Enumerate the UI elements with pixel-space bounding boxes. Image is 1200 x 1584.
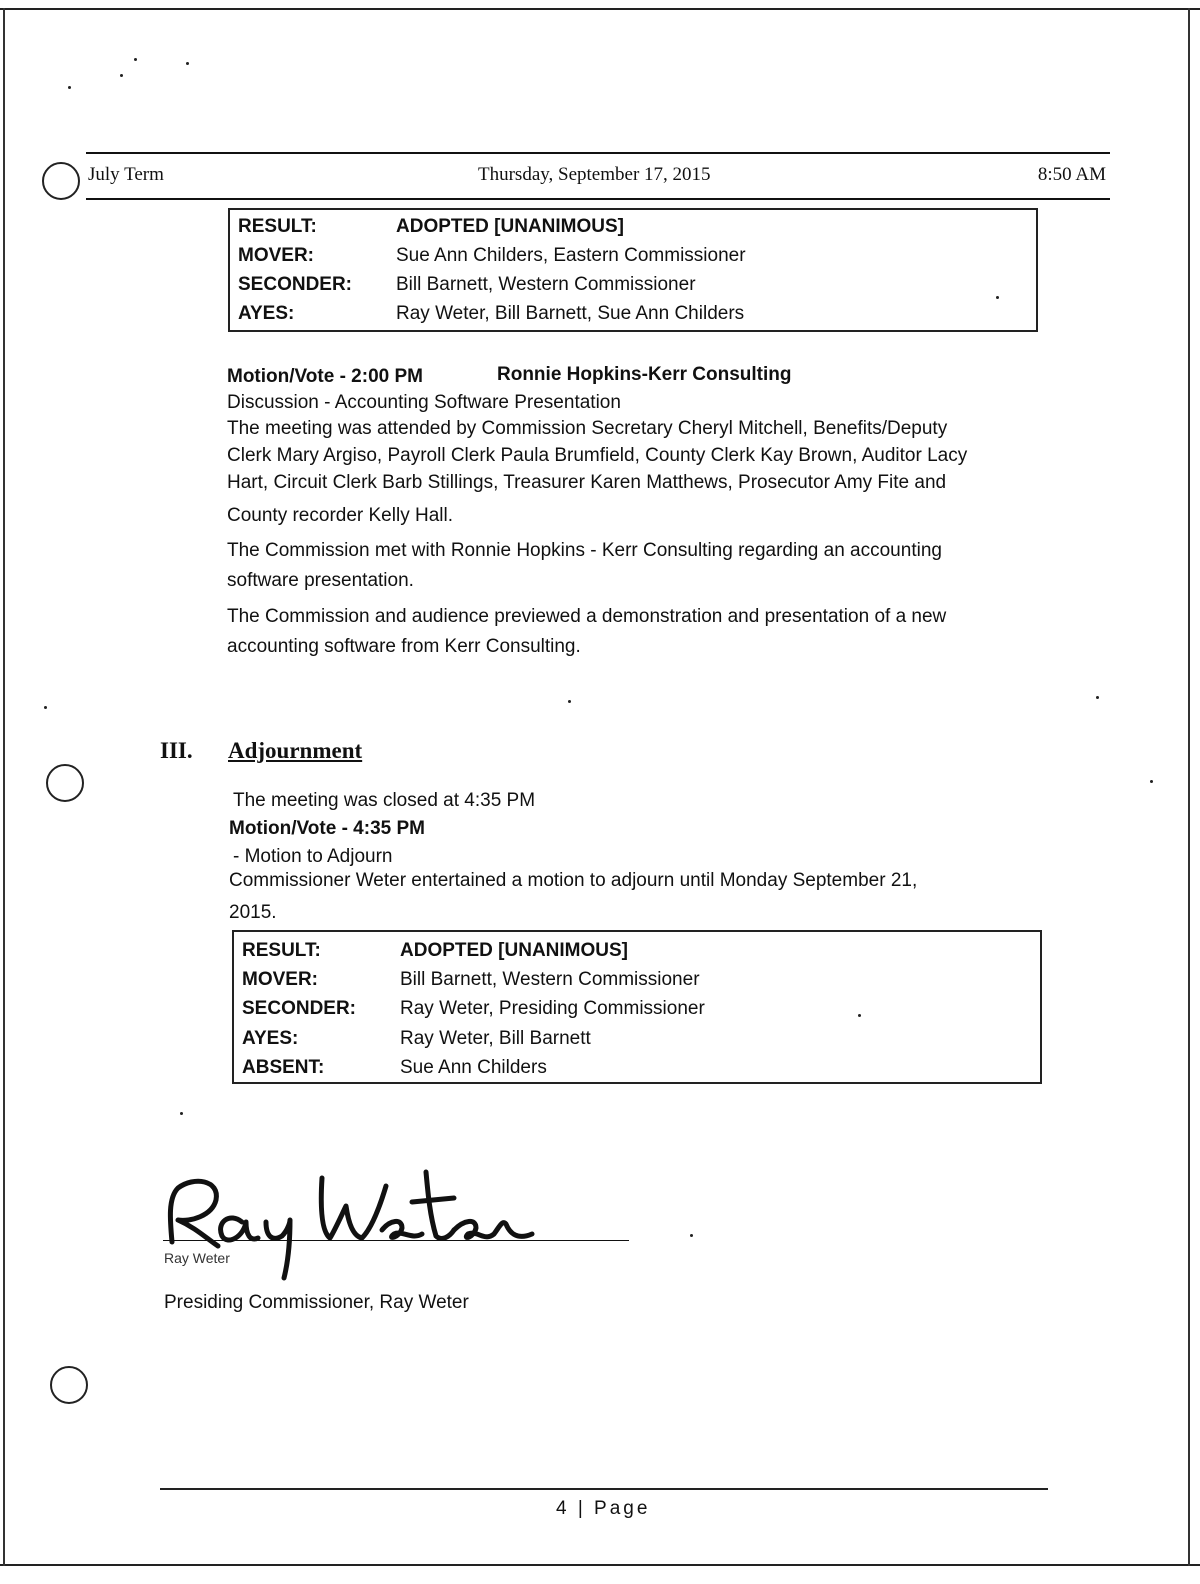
scan-speck <box>1096 696 1099 699</box>
page-number: 4 | Page <box>556 1498 651 1519</box>
vote-result-box <box>228 208 1038 332</box>
vote-label: MOVER: <box>238 245 314 266</box>
section-title: Adjournment <box>228 738 363 763</box>
attendance-line: Clerk Mary Argiso, Payroll Clerk Paula Brumfield, County Clerk Kay Brown, Auditor Lacy <box>227 445 968 466</box>
header-time: 8:50 AM <box>1037 164 1106 185</box>
paragraph-line: The Commission met with Ronnie Hopkins - Kerr Consulting regarding an accounting <box>227 540 942 561</box>
section-number: III. <box>160 738 193 763</box>
punch-hole-icon <box>50 1366 88 1404</box>
vote-row <box>242 1057 1032 1087</box>
vote-row <box>238 216 1028 246</box>
vote-label: RESULT: <box>242 940 321 961</box>
vote-row <box>242 940 1032 970</box>
header-term: July Term <box>88 164 164 185</box>
attendance-line: County recorder Kelly Hall. <box>227 505 453 526</box>
vote-label: RESULT: <box>238 216 317 237</box>
motion-vote-label: Motion/Vote - 2:00 PM <box>227 366 423 387</box>
punch-hole-icon <box>42 162 80 200</box>
vote-value: Sue Ann Childers, Eastern Commissioner <box>396 245 746 266</box>
vote-value: Ray Weter, Bill Barnett, Sue Ann Childers <box>396 303 745 324</box>
paragraph-line: accounting software from Kerr Consulting. <box>227 636 581 657</box>
scan-speck <box>186 62 189 65</box>
vote-value: Ray Weter, Bill Barnett <box>400 1028 591 1049</box>
scan-speck <box>690 1234 693 1237</box>
vote-label: MOVER: <box>242 969 318 990</box>
page-header <box>86 152 1110 200</box>
vote-label: SECONDER: <box>242 998 357 1019</box>
attendance-line: Hart, Circuit Clerk Barb Stillings, Treasurer Karen Matthews, Prosecutor Amy Fite and <box>227 472 947 493</box>
footer-rule <box>160 1488 1048 1490</box>
vote-row <box>242 1028 1032 1058</box>
handwritten-signature <box>150 1150 570 1290</box>
scan-speck <box>68 86 71 89</box>
vote-label: SECONDER: <box>238 274 353 295</box>
vote-row <box>242 969 1032 999</box>
paragraph-line: Commissioner Weter entertained a motion to adjourn until Monday September 21, <box>229 870 918 891</box>
scan-speck <box>134 58 137 61</box>
paragraph-line: software presentation. <box>227 570 414 591</box>
discussion-line: Discussion - Accounting Software Presentation <box>227 392 621 413</box>
vote-value: Sue Ann Childers <box>400 1057 547 1078</box>
vote-value: Ray Weter, Presiding Commissioner <box>400 998 705 1019</box>
scan-border-left <box>3 8 5 1566</box>
vote-value: ADOPTED [UNANIMOUS] <box>400 940 628 961</box>
scan-border-top <box>0 8 1200 10</box>
motion-vote-label: Motion/Vote - 4:35 PM <box>229 818 425 839</box>
vote-label: AYES: <box>238 303 295 324</box>
scan-speck <box>120 74 123 77</box>
vote-label: AYES: <box>242 1028 299 1049</box>
scan-speck <box>180 1112 183 1115</box>
paragraph-line: The Commission and audience previewed a demonstration and presentation of a new <box>227 606 947 627</box>
motion-presenter: Ronnie Hopkins-Kerr Consulting <box>497 364 792 385</box>
punch-hole-icon <box>46 764 84 802</box>
motion-item: - Motion to Adjourn <box>233 846 393 867</box>
vote-row <box>238 303 1028 333</box>
vote-label: ABSENT: <box>242 1057 325 1078</box>
signature-caption: Presiding Commissioner, Ray Weter <box>164 1292 469 1313</box>
scan-speck <box>44 706 47 709</box>
vote-value: ADOPTED [UNANIMOUS] <box>396 216 624 237</box>
signature-printed-name: Ray Weter <box>164 1250 230 1266</box>
vote-value: Bill Barnett, Western Commissioner <box>400 969 700 990</box>
scan-speck <box>1150 780 1153 783</box>
vote-row <box>238 245 1028 275</box>
vote-row <box>238 274 1028 304</box>
signature-line <box>163 1240 629 1241</box>
vote-row <box>242 998 1032 1028</box>
vote-result-box <box>232 930 1042 1084</box>
scan-border-bottom <box>0 1564 1200 1566</box>
meeting-closed-line: The meeting was closed at 4:35 PM <box>233 790 536 811</box>
paragraph-line: 2015. <box>229 902 277 923</box>
scan-speck <box>568 700 571 703</box>
scan-border-right <box>1188 8 1190 1566</box>
vote-value: Bill Barnett, Western Commissioner <box>396 274 696 295</box>
attendance-line: The meeting was attended by Commission Secretary Cheryl Mitchell, Benefits/Deputy <box>227 418 948 439</box>
header-date: Thursday, September 17, 2015 <box>478 164 711 185</box>
